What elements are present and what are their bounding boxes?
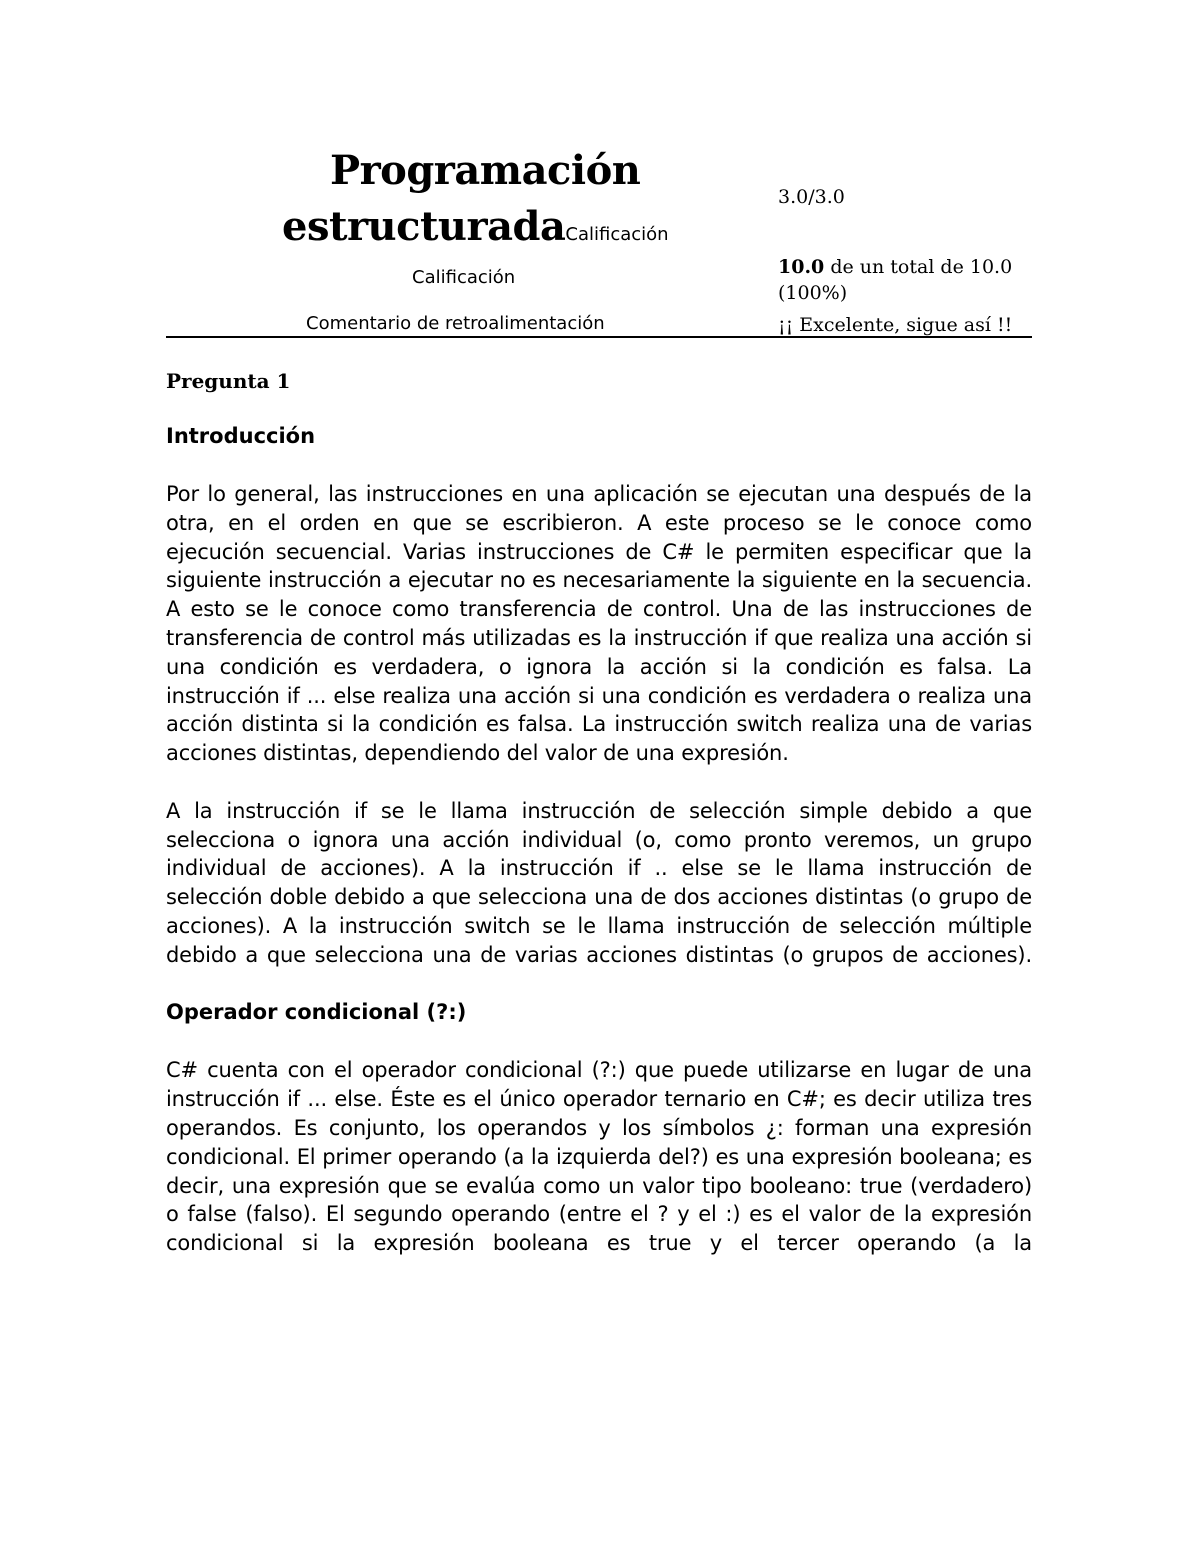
points-value: 3.0/3.0 [778, 186, 845, 208]
grade-value-total: de un total de 10.0 [824, 256, 1013, 278]
title-inline-grade-label: Calificación [565, 224, 669, 245]
document-title-line1: Programación [330, 147, 641, 194]
feedback-label: Comentario de retroalimentación [306, 313, 605, 334]
grade-percent: (100%) [778, 282, 848, 304]
question-label: Pregunta 1 [166, 369, 291, 393]
grade-value [778, 254, 1012, 280]
paragraph-conditional-1: C# cuenta con el operador condicional (?:) que puede utilizarse en lugar de una instrucción if ... else. Éste es el único operador ternario en C#; es decir utiliza tres operandos. Es conjunto, los operandos y los símbolos ¿: forman una expresión condicional. El primer operando (a la izquierda del?) es una expresión booleana; es decir, una expresión que se evalúa como un valor tipo booleano: true (verdadero) o false (falso). El segundo operando (entre el ? y el :) es el valor de la expresión condicional si la expresión booleana es true y el tercer operando (a la [166, 1058, 1032, 1256]
paragraph-intro-1: Por lo general, las instrucciones en una aplicación se ejecutan una después de la otra, en el orden en que se escribieron. A este proceso se le conoce como ejecución secuencial. Varias instrucciones de C# le permiten especificar que la siguiente instrucción a ejecutar no es necesariamente la siguiente en la secuencia. A esto se le conoce como transferencia de control. Una de las instrucciones de transferencia de control más utilizadas es la instrucción if que realiza una acción si una condición es verdadera, o ignora la acción si la condición es falsa. La instrucción if ... else realiza una acción si una condición es verdadera o realiza una acción distinta si la condición es falsa. La instrucción switch realiza una de varias acciones distintas, dependiendo del valor de una expresión. [166, 482, 1032, 766]
feedback-value: ¡¡ Excelente, sigue así !! [778, 314, 1013, 336]
paragraph-intro-2: A la instrucción if se le llama instrucción de selección simple debido a que selecciona o ignora una acción individual (o, como pronto veremos, un grupo individual de acciones). A la instrucción if .. else se le llama instrucción de selección doble debido a que selecciona una de dos acciones distintas (o grupo de acciones). A la instrucción switch se le llama instrucción de selección múltiple debido a que selecciona una de varias acciones distintas (o grupos de acciones). [166, 798, 1032, 967]
header-divider [166, 336, 1032, 338]
document-title-line2 [282, 202, 669, 260]
section-heading-introduction: Introducción [166, 424, 316, 448]
question-content [166, 366, 1032, 1258]
grade-value-score: 10.0 [778, 256, 825, 278]
document-title-word: estructurada [282, 203, 566, 250]
section-heading-conditional-operator: Operador condicional (?:) [166, 1000, 467, 1025]
grade-label: Calificación [412, 267, 516, 288]
grade-summary-header [166, 140, 1032, 340]
